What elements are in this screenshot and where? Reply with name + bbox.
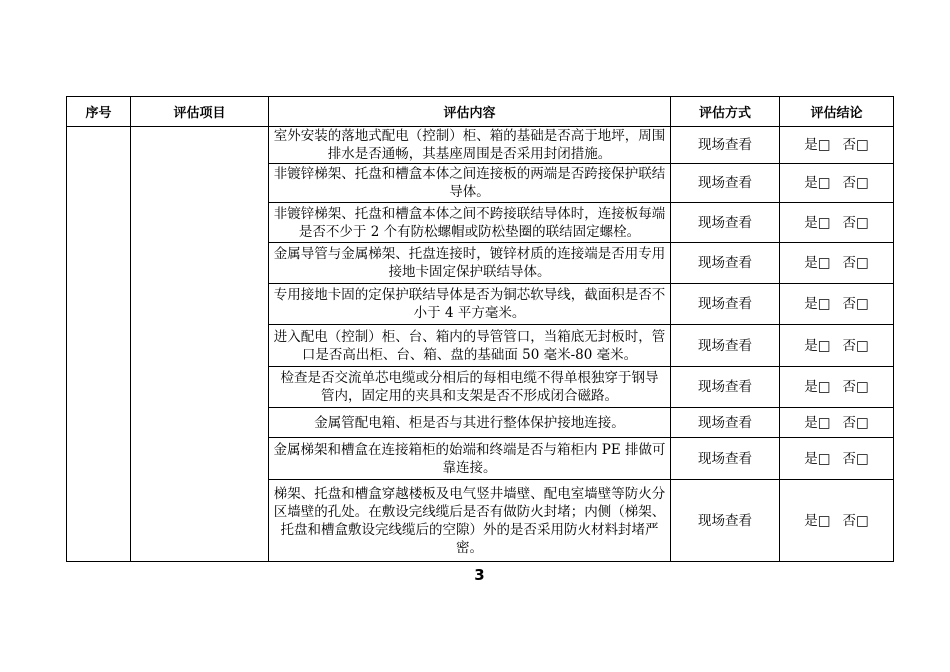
- yes-option: 是□: [804, 175, 831, 191]
- content-line: 是否不少于 2 个有防松螺帽或防松垫圈的联结固定螺栓。: [298, 223, 641, 240]
- content-cell: [269, 480, 671, 562]
- assessment-table: [66, 96, 894, 562]
- conclusion-cell: [780, 243, 894, 284]
- content-cell: [269, 203, 671, 243]
- conclusion-cell: [780, 408, 894, 438]
- no-option: 否□: [842, 512, 869, 529]
- yes-option: 是□: [804, 214, 831, 231]
- method-cell: 现场查看: [671, 243, 780, 284]
- conclusion-cell: [780, 284, 894, 325]
- table-header: [67, 97, 894, 127]
- method-cell: 现场查看: [671, 480, 780, 562]
- header-row: [67, 97, 894, 127]
- no-option: 否□: [842, 214, 869, 231]
- content-line: 检查是否交流单芯电缆或分相后的每相电缆不得单根独穿于钢导: [280, 370, 659, 386]
- header-conclusion: 评估结论: [780, 97, 894, 127]
- method-cell: 现场查看: [671, 438, 780, 480]
- method-cell: 现场查看: [671, 127, 780, 164]
- yes-option: 是□: [804, 414, 831, 431]
- conclusion-cell: [780, 164, 894, 203]
- conclusion-cell: [780, 438, 894, 480]
- content-line: 专用接地卡固的定保护联结导体是否为铜芯软导线，截面积是否不: [273, 287, 666, 303]
- content-line: 梯架、托盘和槽盒穿越楼板及电气竖井墙壁、配电室墙壁等防火分: [273, 485, 666, 502]
- content-line: 托盘和槽盒敷设完线缆后的空隙）外的是否采用防火材料封堵严: [280, 521, 659, 538]
- no-option: 否□: [842, 137, 869, 153]
- method-cell: 现场查看: [671, 164, 780, 203]
- yes-option: 是□: [804, 512, 831, 529]
- conclusion-cell: [780, 203, 894, 243]
- content-cell: [269, 408, 671, 438]
- content-line: 接地卡固定保护联结导体。: [388, 264, 551, 280]
- content-line: 非镀锌梯架、托盘和槽盒本体之间不跨接联结导体时，连接板每端: [273, 205, 666, 222]
- content-cell: [269, 127, 671, 164]
- item-cell: [131, 127, 269, 562]
- content-line: 小于 4 平方毫米。: [413, 305, 526, 321]
- conclusion-cell: [780, 325, 894, 367]
- content-cell: [269, 164, 671, 203]
- conclusion-cell: [780, 127, 894, 164]
- content-line: 靠连接。: [442, 459, 497, 476]
- content-line: 导体。: [449, 184, 490, 200]
- yes-option: 是□: [804, 450, 831, 467]
- no-option: 否□: [842, 296, 869, 312]
- content-line: 室外安装的落地式配电（控制）柜、箱的基础是否高于地坪，周围: [273, 128, 666, 144]
- method-cell: 现场查看: [671, 408, 780, 438]
- yes-option: 是□: [804, 137, 831, 153]
- yes-option: 是□: [804, 379, 831, 395]
- header-item: 评估项目: [131, 97, 269, 127]
- content-line: 密。: [456, 539, 483, 556]
- content-line: 口是否高出柜、台、箱、盘的基础面 50 毫米-80 毫米。: [301, 346, 638, 363]
- content-line: 排水是否通畅，其基座周围是否采用封闭措施。: [327, 146, 612, 162]
- content-line: 非镀锌梯架、托盘和槽盒本体之间连接板的两端是否跨接保护联结: [273, 166, 666, 182]
- header-method: 评估方式: [671, 97, 780, 127]
- no-option: 否□: [842, 379, 869, 395]
- content-line: 区墙壁的孔处。在敷设完线缆后是否有做防火封堵；内侧（梯架、: [273, 503, 666, 520]
- method-cell: 现场查看: [671, 367, 780, 408]
- yes-option: 是□: [804, 296, 831, 312]
- content-cell: [269, 243, 671, 284]
- no-option: 否□: [842, 337, 869, 354]
- no-option: 否□: [842, 175, 869, 191]
- content-cell: [269, 438, 671, 480]
- content-cell: [269, 284, 671, 325]
- no-option: 否□: [842, 450, 869, 467]
- content-cell: [269, 325, 671, 367]
- method-cell: 现场查看: [671, 284, 780, 325]
- content-line: 管内，固定用的夹具和支架是否不形成闭合磁路。: [321, 388, 618, 404]
- content-line: 进入配电（控制）柜、台、箱内的导管管口，当箱底无封板时，管: [273, 328, 666, 345]
- header-no: 序号: [67, 97, 131, 127]
- table-row: [67, 127, 894, 164]
- conclusion-cell: [780, 367, 894, 408]
- header-content: 评估内容: [269, 97, 671, 127]
- content-line: 金属管配电箱、柜是否与其进行整体保护接地连接。: [314, 414, 625, 431]
- content-line: 金属导管与金属梯架、托盘连接时，镀锌材质的连接端是否用专用: [273, 246, 666, 262]
- content-line: 金属梯架和槽盒在连接箱柜的始端和终端是否与箱柜内 PE 排做可: [273, 441, 666, 458]
- method-cell: 现场查看: [671, 325, 780, 367]
- yes-option: 是□: [804, 337, 831, 354]
- no-option: 否□: [842, 255, 869, 271]
- method-cell: 现场查看: [671, 203, 780, 243]
- table-body: [67, 127, 894, 562]
- page-number: 3: [474, 566, 485, 584]
- index-cell: [67, 127, 131, 562]
- content-cell: [269, 367, 671, 408]
- no-option: 否□: [842, 414, 869, 431]
- yes-option: 是□: [804, 255, 831, 271]
- conclusion-cell: [780, 480, 894, 562]
